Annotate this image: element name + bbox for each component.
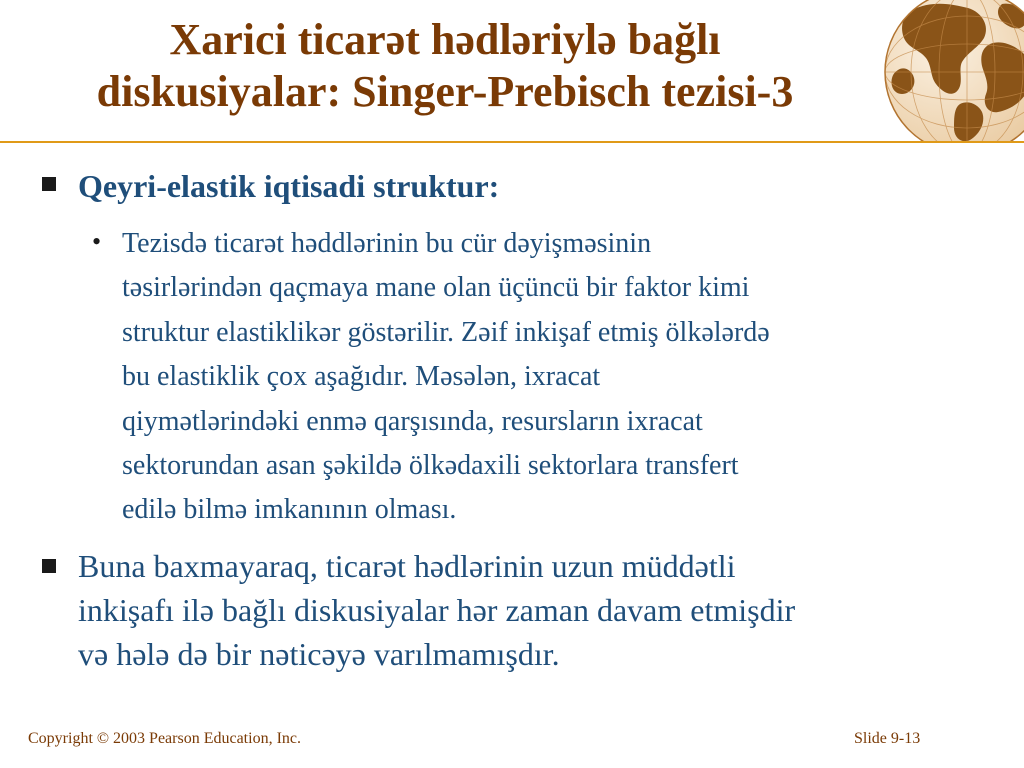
bullet-2-line: və hələ də bir nəticəyə varılmamışdır. xyxy=(78,636,560,672)
round-bullet-icon: • xyxy=(92,227,102,256)
bullet-2-paragraph xyxy=(78,544,795,676)
globe-icon xyxy=(872,0,1024,141)
sub-bullet-paragraph xyxy=(122,222,1002,533)
bullet-1-heading: Qeyri-elastik iqtisadi struktur: xyxy=(78,168,500,204)
title-divider xyxy=(0,141,1024,143)
square-bullet-icon xyxy=(42,177,56,191)
title-line-2: diskusiyalar: Singer-Prebisch tezisi-3 xyxy=(96,67,794,116)
sub-line: bu elastiklik çox aşağıdır. Məsələn, ixracat xyxy=(122,361,601,393)
square-bullet-icon xyxy=(42,559,56,573)
sub-line: Tezisdə ticarət həddlərinin bu cür dəyişməsinin xyxy=(122,228,652,259)
copyright-footer: Copyright © 2003 Pearson Education, Inc. xyxy=(28,730,301,747)
slide-number: Slide 9-13 xyxy=(854,730,921,747)
title-line-1: Xarici ticarət hədləriylə bağlı xyxy=(169,15,721,64)
slide-title xyxy=(0,14,890,118)
bullet-2-line: Buna baxmayaraq, ticarət hədlərinin uzun müddətli xyxy=(78,548,736,584)
sub-line: struktur elastiklikər göstərilir. Zəif inkişaf etmiş ölkələrdə xyxy=(122,316,770,348)
sub-line: edilə bilmə imkanının olması. xyxy=(122,494,457,526)
bullet-2-line: inkişafı ilə bağlı diskusiyalar hər zaman davam etmişdir xyxy=(78,592,796,628)
sub-line: təsirlərindən qaçmaya mane olan üçüncü bir faktor kimi xyxy=(122,272,750,304)
sub-line: sektorundan asan şəkildə ölkədaxili sektorlara transfert xyxy=(122,450,739,482)
sub-line: qiymətlərindəki enmə qarşısında, resursların ixracat xyxy=(122,405,703,437)
